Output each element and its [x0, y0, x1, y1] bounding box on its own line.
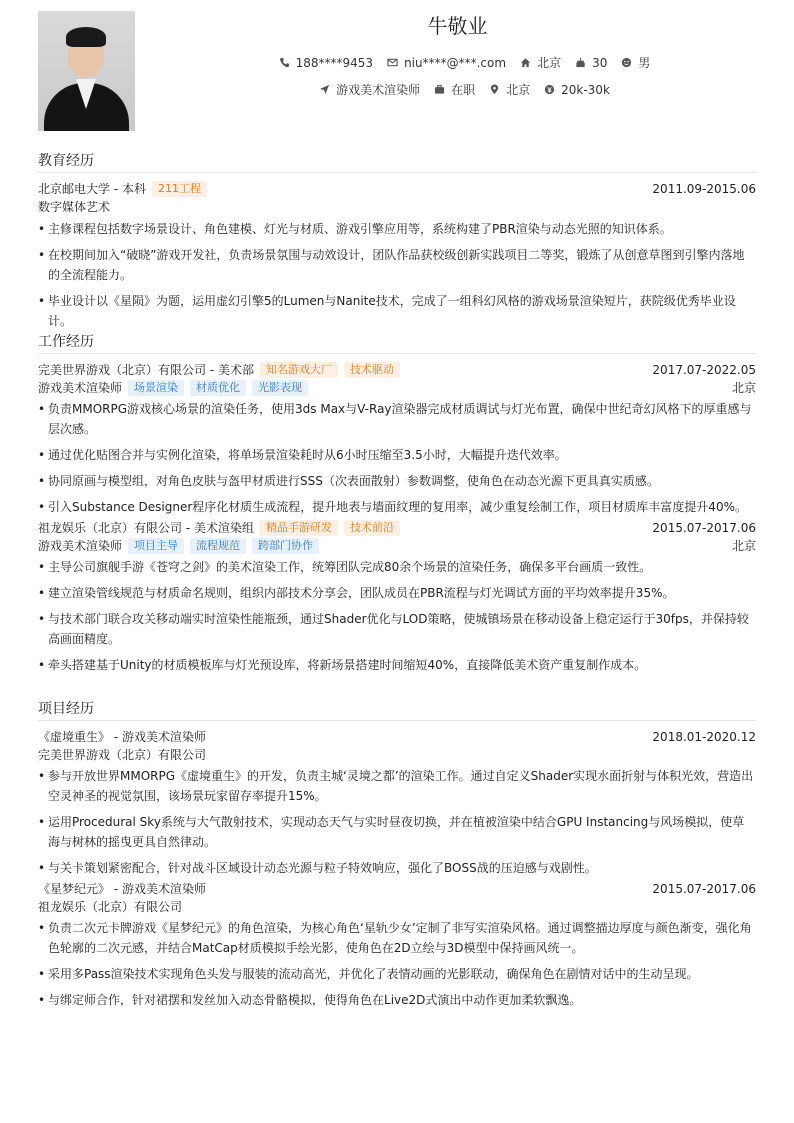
status-text: 在职 — [451, 83, 476, 97]
location-pin-icon — [489, 84, 500, 95]
mail-icon — [387, 57, 398, 68]
briefcase-icon — [434, 84, 445, 95]
gender-item — [621, 54, 650, 71]
candidate-name: 牛敬业 — [427, 14, 488, 38]
school-tag: 211工程 — [152, 181, 207, 197]
list-item: • 协同原画与模型组，对角色皮肤与盔甲材质进行SSS（次表面散射）参数调整，使角色在动态光源下更具真实质感。 — [38, 471, 756, 491]
age-text: 30 — [592, 55, 608, 70]
company-name: 完美世界游戏（北京）有限公司 - 美术部 — [38, 363, 254, 377]
city-text: 北京 — [537, 56, 562, 70]
role-tag: 光影表现 — [252, 380, 308, 396]
cake-icon — [575, 57, 586, 68]
gender-text: 男 — [638, 56, 651, 70]
school-name: 北京邮电大学 - 本科 — [38, 182, 146, 196]
email-text: niu****@***.com — [404, 55, 507, 70]
project-header — [38, 728, 756, 746]
company-name: 祖龙娱乐（北京）有限公司 - 美术渲染组 — [38, 521, 254, 535]
job-intent-row — [135, 81, 794, 98]
role-name: 游戏美术渲染师 — [38, 539, 123, 553]
section-title: 教育经历 — [38, 150, 756, 173]
work-date: 2017.07-2022.05 — [652, 363, 756, 377]
work-bullets — [38, 557, 756, 675]
education-header — [38, 180, 756, 198]
work-header — [38, 361, 756, 379]
list-item: • 负责二次元卡牌游戏《星梦纪元》的角色渲染，为核心角色‘星轨少女’定制了非写实渲染风格。通过调整描边厚度与颜色渐变，强化角色轮廓的二次元感，并结合MatCap材质模拟手绘光影，使角色在2D立绘与3D模型中保持画风统一。 — [38, 918, 756, 958]
education-bullets — [38, 219, 756, 331]
list-item: • 参与开放世界MMORPG《虚境重生》的开发，负责主城‘灵境之都’的渲染工作。通过自定义Shader实现水面折射与体积光效，营造出空灵神圣的视觉氛围，该场景玩家留存率提升15%。 — [38, 766, 756, 806]
job-text: 游戏美术渲染师 — [336, 83, 421, 97]
home-icon — [520, 57, 531, 68]
phone-item — [279, 54, 373, 71]
project-name: 《星梦纪元》 - 游戏美术渲染师 — [38, 882, 206, 896]
list-item: • 主导公司旗舰手游《苍穹之剑》的美术渲染工作，统筹团队完成80余个场景的渲染任务，确保多平台画质一致性。 — [38, 557, 756, 577]
contact-row — [135, 54, 794, 71]
role-tag: 项目主导 — [128, 538, 184, 554]
city-item — [520, 54, 561, 71]
section-title: 项目经历 — [38, 698, 756, 721]
status-item — [434, 81, 475, 98]
major: 数字媒体艺术 — [38, 200, 111, 214]
role-name: 游戏美术渲染师 — [38, 381, 123, 395]
list-item: • 建立渲染管线规范与材质命名规则，组织内部技术分享会，团队成员在PBR流程与灯光调试方面的平均效率提升35%。 — [38, 583, 756, 603]
age-item — [575, 54, 607, 71]
work-section — [38, 331, 756, 681]
list-item: • 采用多Pass渲染技术实现角色头发与服装的流动高光，并优化了表情动画的光影联动，确保角色在剧情对话中的生动呈现。 — [38, 964, 756, 984]
list-item: • 运用Procedural Sky系统与大气散射技术，实现动态天气与实时昼夜切换，并在植被渲染中结合GPU Instancing与风场模拟，使草海与树林的摇曳更具自然律动。 — [38, 812, 756, 852]
target-city-text: 北京 — [506, 83, 531, 97]
list-item: • 主修课程包括数字场景设计、角色建模、灯光与材质、游戏引擎应用等，系统构建了PBR渲染与动态光照的知识体系。 — [38, 219, 756, 239]
company-tag: 技术驱动 — [344, 362, 400, 378]
list-item: • 负责MMORPG游戏核心场景的渲染任务，使用3ds Max与V-Ray渲染器完成材质调试与灯光布置，确保中世纪奇幻风格下的厚重感与层次感。 — [38, 399, 756, 439]
smile-icon — [621, 57, 632, 68]
role-tag: 跨部门协作 — [252, 538, 319, 554]
work-location: 北京 — [731, 381, 756, 395]
work-header — [38, 519, 756, 537]
list-item: • 与技术部门联合攻关移动端实时渲染性能瓶颈，通过Shader优化与LOD策略，使城镇场景在移动设备上稳定运行于30fps，并保持较高画面精度。 — [38, 609, 756, 649]
project-bullets — [38, 766, 756, 878]
company-tag: 技术前沿 — [344, 520, 400, 536]
list-item: • 牵头搭建基于Unity的材质模板库与灯光预设库，将新场景搭建时间缩短40%，直接降低美术资产重复制作成本。 — [38, 655, 756, 675]
project-company: 祖龙娱乐（北京）有限公司 — [38, 900, 183, 914]
money-icon — [544, 84, 555, 95]
section-title: 工作经历 — [38, 331, 756, 354]
list-item: • 在校期间加入“破晓”游戏开发社，负责场景氛围与动效设计，团队作品获校级创新实践项目二等奖，锻炼了从创意草图到引擎内落地的全流程能力。 — [38, 245, 756, 285]
project-bullets — [38, 918, 756, 1010]
projects-section — [38, 698, 756, 1016]
target-city-item — [489, 81, 530, 98]
work-bullets — [38, 399, 756, 517]
list-item: • 与绑定师合作，针对裙摆和发丝加入动态骨骼模拟，使得角色在Live2D式演出中动作更加柔软飘逸。 — [38, 990, 756, 1010]
project-name: 《虚境重生》 - 游戏美术渲染师 — [38, 730, 206, 744]
salary-text: 20k-30k — [561, 82, 610, 97]
work-role-line — [38, 379, 756, 397]
list-item: • 引入Substance Designer程序化材质生成流程，提升地表与墙面纹理的复用率，减少重复绘制工作，项目材质库丰富度提升40%。 — [38, 497, 756, 517]
work-location: 北京 — [731, 539, 756, 553]
work-role-line — [38, 537, 756, 555]
project-company: 完美世界游戏（北京）有限公司 — [38, 748, 207, 762]
role-tag: 材质优化 — [190, 380, 246, 396]
role-tag: 场景渲染 — [128, 380, 184, 396]
company-tag: 知名游戏大厂 — [260, 362, 338, 378]
project-date: 2015.07-2017.06 — [652, 882, 756, 896]
phone-icon — [279, 57, 290, 68]
project-date: 2018.01-2020.12 — [652, 730, 756, 744]
send-icon — [319, 84, 330, 95]
list-item: • 与关卡策划紧密配合，针对战斗区域设计动态光源与粒子特效响应，强化了BOSS战的压迫感与戏剧性。 — [38, 858, 756, 878]
job-item — [319, 81, 420, 98]
education-section — [38, 150, 756, 337]
salary-item — [544, 81, 610, 98]
work-date: 2015.07-2017.06 — [652, 521, 756, 535]
role-tag: 流程规范 — [190, 538, 246, 554]
email-item — [387, 54, 506, 71]
list-item: • 毕业设计以《星陨》为题，运用虚幻引擎5的Lumen与Nanite技术，完成了一组科幻风格的游戏场景渲染短片，获院级优秀毕业设计。 — [38, 291, 756, 331]
company-tag: 精品手游研发 — [260, 520, 338, 536]
phone-text: 188****9453 — [295, 55, 374, 70]
education-date: 2011.09-2015.06 — [652, 182, 756, 196]
list-item: • 通过优化贴图合并与实例化渲染，将单场景渲染耗时从6小时压缩至3.5小时，大幅提升迭代效率。 — [38, 445, 756, 465]
project-header — [38, 880, 756, 898]
